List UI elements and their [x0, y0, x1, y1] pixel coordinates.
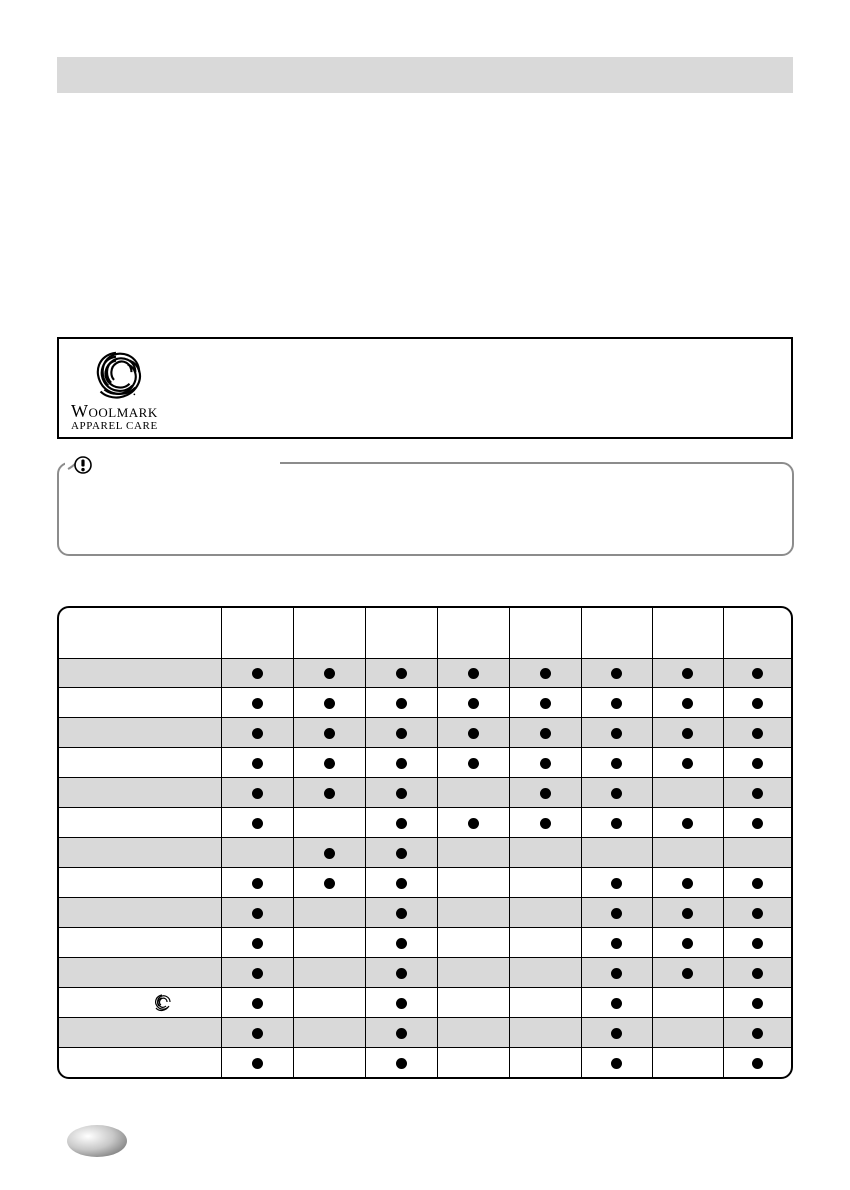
suitability-dot	[682, 908, 693, 919]
suitability-dot	[396, 1058, 407, 1069]
suitability-dot	[396, 908, 407, 919]
suitability-dot	[752, 968, 763, 979]
suitability-dot	[252, 1028, 263, 1039]
suitability-dot	[252, 758, 263, 769]
table-row	[59, 838, 791, 868]
suitability-dot	[611, 1028, 622, 1039]
column-divider	[723, 608, 724, 1077]
woolmark-notice-box	[57, 337, 793, 439]
suitability-dot	[396, 938, 407, 949]
woolmark-mini-icon	[152, 993, 172, 1013]
suitability-dot	[252, 908, 263, 919]
section-title-bar	[57, 57, 793, 93]
suitability-dot	[611, 968, 622, 979]
suitability-dot	[752, 908, 763, 919]
table-row	[59, 1048, 791, 1078]
suitability-dot	[611, 698, 622, 709]
column-divider	[293, 608, 294, 1077]
suitability-dot	[752, 668, 763, 679]
column-divider	[509, 608, 510, 1077]
row-divider	[59, 687, 791, 688]
column-divider	[581, 608, 582, 1077]
suitability-dot	[611, 908, 622, 919]
suitability-dot	[252, 818, 263, 829]
suitability-dot	[682, 818, 693, 829]
suitability-dot	[252, 668, 263, 679]
suitability-dot	[611, 668, 622, 679]
suitability-dot	[752, 878, 763, 889]
suitability-dot	[396, 998, 407, 1009]
suitability-dot	[252, 1058, 263, 1069]
suitability-dot	[682, 668, 693, 679]
suitability-dot	[396, 968, 407, 979]
suitability-dot	[611, 728, 622, 739]
suitability-dot	[540, 698, 551, 709]
suitability-dot	[324, 878, 335, 889]
row-divider	[59, 987, 791, 988]
row-divider	[59, 1017, 791, 1018]
suitability-dot	[752, 1028, 763, 1039]
suitability-dot	[252, 938, 263, 949]
row-divider	[59, 837, 791, 838]
suitability-dot	[324, 788, 335, 799]
suitability-dot	[324, 728, 335, 739]
suitability-dot	[611, 758, 622, 769]
suitability-dot	[752, 788, 763, 799]
suitability-dot	[611, 998, 622, 1009]
suitability-dot	[611, 818, 622, 829]
row-divider	[59, 807, 791, 808]
suitability-dot	[252, 788, 263, 799]
suitability-dot	[611, 938, 622, 949]
suitability-dot	[752, 698, 763, 709]
row-divider	[59, 777, 791, 778]
suitability-dot	[324, 848, 335, 859]
suitability-dot	[540, 818, 551, 829]
suitability-dot	[682, 968, 693, 979]
suitability-dot	[611, 878, 622, 889]
column-divider	[437, 608, 438, 1077]
suitability-dot	[540, 668, 551, 679]
suitability-dot	[324, 668, 335, 679]
suitability-dot	[752, 818, 763, 829]
suitability-dot	[682, 938, 693, 949]
table-row	[59, 1018, 791, 1048]
suitability-dot	[396, 818, 407, 829]
woolmark-wordmark: WOOLMARK	[71, 401, 158, 421]
suitability-dot	[252, 698, 263, 709]
suitability-dot	[396, 668, 407, 679]
column-divider	[221, 608, 222, 1077]
suitability-dot	[468, 728, 479, 739]
suitability-dot	[752, 1058, 763, 1069]
caution-box	[57, 462, 794, 556]
suitability-dot	[682, 698, 693, 709]
row-divider	[59, 658, 791, 659]
suitability-dot	[396, 698, 407, 709]
suitability-dot	[396, 758, 407, 769]
suitability-dot	[752, 728, 763, 739]
suitability-dot	[468, 668, 479, 679]
suitability-dot	[682, 878, 693, 889]
suitability-dot	[611, 788, 622, 799]
suitability-dot	[252, 878, 263, 889]
suitability-dot	[468, 818, 479, 829]
caution-exclamation-icon	[66, 455, 94, 475]
suitability-dot	[682, 728, 693, 739]
suitability-dot	[396, 728, 407, 739]
row-divider	[59, 717, 791, 718]
row-divider	[59, 867, 791, 868]
suitability-dot	[396, 878, 407, 889]
suitability-dot	[752, 938, 763, 949]
suitability-dot	[540, 788, 551, 799]
row-divider	[59, 897, 791, 898]
suitability-dot	[468, 758, 479, 769]
suitability-dot	[396, 848, 407, 859]
suitability-dot	[252, 728, 263, 739]
suitability-dot	[324, 758, 335, 769]
woolmark-logo-icon	[87, 347, 145, 405]
page-number-badge	[66, 1124, 128, 1158]
table-row	[59, 778, 791, 808]
suitability-dot	[752, 998, 763, 1009]
suitability-dot	[682, 758, 693, 769]
column-divider	[652, 608, 653, 1077]
row-divider	[59, 927, 791, 928]
suitability-dot	[540, 758, 551, 769]
row-divider	[59, 957, 791, 958]
row-divider	[59, 747, 791, 748]
row-divider	[59, 1047, 791, 1048]
suitability-dot	[252, 998, 263, 1009]
program-fabric-table	[57, 606, 793, 1079]
suitability-dot	[540, 728, 551, 739]
column-divider	[365, 608, 366, 1077]
suitability-dot	[396, 1028, 407, 1039]
suitability-dot	[752, 758, 763, 769]
woolmark-subtitle: APPAREL CARE	[71, 420, 158, 432]
suitability-dot	[252, 968, 263, 979]
suitability-dot	[611, 1058, 622, 1069]
suitability-dot	[396, 788, 407, 799]
suitability-dot	[468, 698, 479, 709]
suitability-dot	[324, 698, 335, 709]
